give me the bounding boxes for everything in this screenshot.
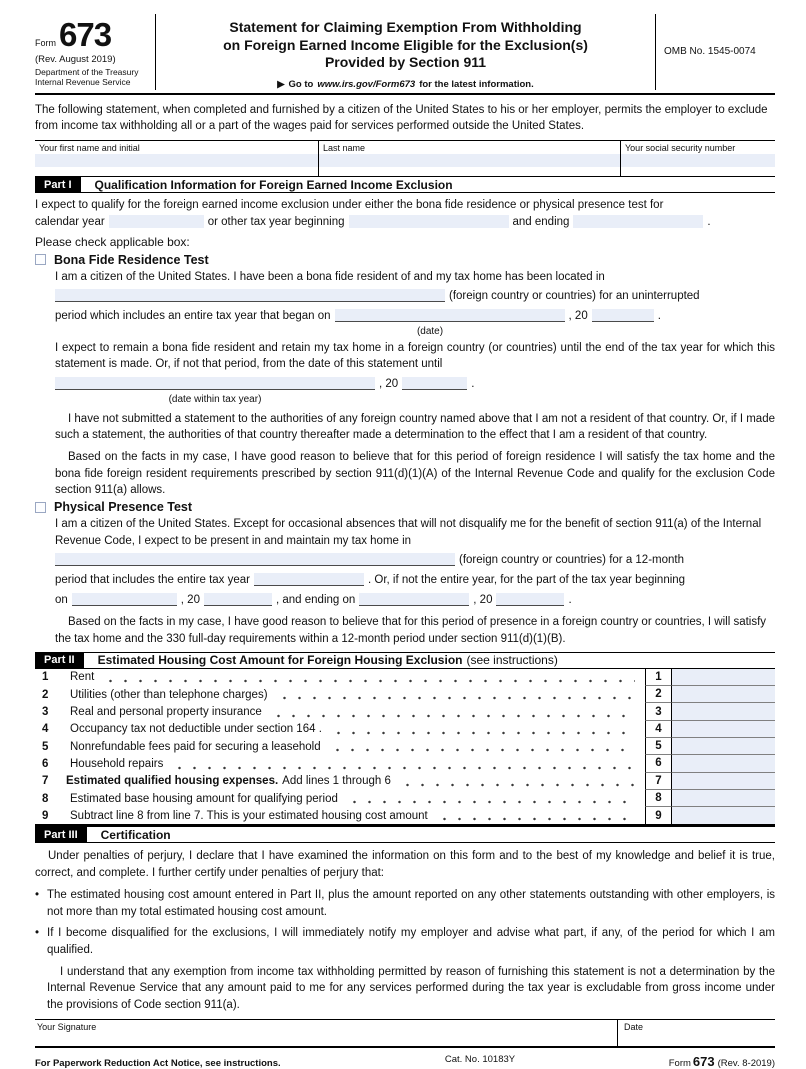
signature-row [35, 1019, 775, 1048]
housing-amount-field[interactable] [672, 703, 775, 720]
tax-year-ending-field[interactable] [573, 215, 703, 228]
physical-presence-section [55, 516, 775, 648]
irs-url-link[interactable]: www.irs.gov/Form673 [317, 78, 416, 90]
physical-taxyear-line: period that includes the entire tax year . Or, if not the entire year, for the part of the tax year beginning [55, 574, 686, 587]
part1-qualify-text: I expect to qualify for the foreign earned income exclusion under either the bona fide residence or physical presence test for calendar year or other tax year beginning and ending . [35, 199, 711, 229]
bona-until-line: , 20 . [55, 376, 775, 393]
bullet-icon: • [35, 927, 40, 940]
form-number: 673 [59, 16, 112, 53]
form-header [35, 14, 775, 95]
line-number-box: 7 [645, 773, 672, 790]
signature-field[interactable] [35, 1020, 617, 1046]
row-number: 7 [42, 775, 49, 788]
date-within-caption: (date within tax year) [168, 393, 262, 405]
bona-fide-title: Bona Fide Residence Test [54, 252, 209, 267]
dept-irs: Internal Revenue Service [35, 77, 131, 88]
part3-bar [35, 826, 775, 843]
part2-title: Estimated Housing Cost Amount for Foreign Housing Exclusion (see instructions) [97, 653, 558, 668]
ssn-label: Your social security number [625, 143, 736, 154]
bona-began-date-field[interactable] [335, 309, 565, 322]
physical-presence-title: Physical Presence Test [54, 500, 193, 515]
first-name-field[interactable] [35, 154, 318, 167]
dot-leader [347, 790, 635, 807]
bona-began-line: period which includes an entire tax year that began on , 20 . [55, 310, 661, 323]
row-label: Estimated base housing amount for qualifying period [70, 792, 338, 805]
paperwork-notice: For Paperwork Reduction Act Notice, see instructions. [35, 1057, 281, 1069]
housing-amount-field[interactable] [672, 790, 775, 807]
omb-box [655, 14, 775, 90]
line-number-box: 3 [645, 703, 672, 720]
row-number: 1 [42, 671, 49, 684]
housing-cost-row [35, 669, 775, 686]
physical-dates-line: on , 20 , and ending on , 20 . [55, 593, 572, 606]
certification-p1: Under penalties of perjury, I declare that I have examined the information on this form and to the best of my knowledge and belief it is true, correct, and complete. I further certify under penalties of perjury that: [35, 850, 775, 880]
housing-cost-row [35, 686, 775, 703]
physical-begin-year-field[interactable] [204, 593, 272, 606]
bona-country-field[interactable] [55, 289, 445, 302]
dot-leader [331, 721, 635, 738]
last-name-label: Last name [323, 143, 366, 154]
form-revision: (Rev. August 2019) [35, 53, 116, 65]
physical-country-line: (foreign country or countries) for a 12-month [55, 552, 775, 569]
dot-leader [330, 738, 635, 755]
physical-presence-checkbox[interactable] [35, 502, 46, 513]
line-number-box: 6 [645, 755, 672, 772]
housing-cost-row [35, 807, 775, 824]
housing-amount-field[interactable] [672, 738, 775, 755]
housing-cost-row [35, 773, 775, 790]
physical-presence-test-heading [35, 500, 775, 514]
line-number-box: 8 [645, 790, 672, 807]
row-number: 8 [42, 792, 49, 805]
line-number-box: 4 [645, 721, 672, 738]
housing-amount-field[interactable] [672, 721, 775, 738]
dot-leader [271, 703, 635, 720]
physical-end-date-field[interactable] [359, 593, 469, 606]
physical-p1: I am a citizen of the United States. Except for occasional absences that will not disqualify me for the benefit of section 911(a) of the Internal Revenue Code, I expect to be present in and maintain my tax home in [55, 518, 762, 547]
part3-title: Certification [100, 827, 171, 842]
certification-bullet-2: • If I become disqualified for the exclusions, I will immediately notify my employer and advise what part, if any, of the period for which I am qualified. [35, 925, 775, 958]
intro-text: The following statement, when completed and furnished by a citizen of the United States to his or her employer, permits the employer to exclude from income tax withholding all or a part of the wages paid for services performed outside the United States. [35, 103, 768, 132]
physical-begin-date-field[interactable] [72, 593, 177, 606]
form-number-block [35, 14, 156, 90]
dot-leader [172, 755, 635, 772]
housing-amount-field[interactable] [672, 669, 775, 686]
dept-treasury: Department of the Treasury [35, 66, 139, 77]
bona-p2: I expect to remain a bona fide resident and retain my tax home in a foreign country (or countries) until the end of the tax year for which this statement is made. Or, if not that period, from the date of this statement until [55, 341, 775, 371]
part2-label: Part II [35, 653, 84, 668]
form-title: Statement for Claiming Exemption From Withholding on Foreign Earned Income Eligible for the Exclusion(s) Provided by Section 911 [223, 19, 588, 70]
last-name-field[interactable] [319, 154, 620, 167]
first-name-label: Your first name and initial [39, 143, 140, 154]
certification-bullet-1: • The estimated housing cost amount entered in Part II, plus the amount reported on any other statements outstanding with other employers, is not more than my total estimated housing cost amount. [35, 887, 775, 920]
bona-p4: Based on the facts in my case, I have good reason to believe that for this period of foreign residence I will satisfy the tax home and the bona fide foreign resident requirements prescribed by section 911(d)(1)(A) of the Internal Revenue Code and qualify for the exclusion Code section 911(a) allows. [55, 451, 775, 497]
row-number: 4 [42, 723, 49, 736]
physical-end-year-field[interactable] [496, 593, 564, 606]
housing-cost-row [35, 721, 775, 738]
bona-fide-checkbox[interactable] [35, 254, 46, 265]
row-label: Rent [70, 671, 95, 684]
row-label: Estimated qualified housing expenses. Add lines 1 through 6 [66, 775, 391, 788]
line-number-box: 2 [645, 686, 672, 703]
date-label: Date [624, 1021, 644, 1032]
part2-bar [35, 652, 775, 669]
bullet-icon: • [35, 888, 40, 901]
signature-label: Your Signature [37, 1021, 97, 1032]
housing-cost-row [35, 790, 775, 807]
date-field[interactable] [617, 1020, 775, 1046]
dot-leader [400, 773, 635, 790]
housing-amount-field[interactable] [672, 807, 775, 824]
housing-amount-field[interactable] [672, 686, 775, 703]
bona-p3: I have not submitted a statement to the authorities of any foreign country named above that I am not a resident of that country. Or, if I made such a statement, the authorities of that country thereafter made a determination to the effect that I am a resident of that country. [55, 412, 775, 442]
goto-line: ▶ Go to www.irs.gov/Form673 for the latest information. [277, 78, 534, 90]
housing-cost-row [35, 703, 775, 720]
calendar-year-field[interactable] [109, 215, 204, 228]
row-number: 5 [42, 740, 49, 753]
physical-taxyear-field[interactable] [254, 573, 364, 586]
dot-leader [103, 669, 635, 686]
row-label: Occupancy tax not deductible under section 164 . [70, 723, 322, 736]
row-number: 3 [42, 706, 49, 719]
housing-cost-row [35, 755, 775, 772]
bona-country-line: (foreign country or countries) for an uninterrupted [55, 288, 775, 305]
first-name-cell [35, 141, 318, 176]
certification-p2: I understand that any exemption from income tax withholding permitted by reason of furnishing this statement is not a determination by the Internal Revenue Service that any amount paid to me for any services performed during the tax year is excludable from gross income under the provisions of Code section 911(a). [47, 965, 775, 1011]
check-box-instruction: Please check applicable box: [35, 234, 190, 249]
part1-title: Qualification Information for Foreign Earned Income Exclusion [94, 177, 453, 192]
housing-cost-table [35, 669, 775, 827]
physical-country-field[interactable] [55, 553, 455, 566]
dot-leader [437, 807, 635, 824]
bona-until-date-field[interactable] [55, 377, 375, 390]
line-number-box: 5 [645, 738, 672, 755]
omb-number: OMB No. 1545-0074 [664, 46, 756, 58]
dot-leader [277, 686, 635, 703]
row-label: Nonrefundable fees paid for securing a leasehold [70, 740, 321, 753]
row-label: Real and personal property insurance [70, 706, 262, 719]
ssn-field[interactable] [621, 154, 775, 167]
housing-amount-field[interactable] [672, 773, 775, 790]
date-caption: (date) [416, 325, 444, 337]
row-label: Subtract line 8 from line 7. This is your estimated housing cost amount [70, 809, 428, 822]
bona-p1: I am a citizen of the United States. I have been a bona fide resident of and my tax home has been located in [55, 270, 605, 283]
row-label: Household repairs [70, 757, 164, 770]
form-word: Form [35, 38, 56, 48]
line-number-box: 1 [645, 669, 672, 686]
part1-bar [35, 176, 775, 193]
name-row [35, 140, 775, 176]
bona-fide-test-heading [35, 253, 775, 267]
part3-label: Part III [35, 827, 87, 842]
bona-until-year-field[interactable] [402, 377, 467, 390]
row-number: 2 [42, 688, 49, 701]
physical-p2: Based on the facts in my case, I have good reason to believe that for this period of presence in a foreign country or countries, I will satisfy the tax home and the 330 full-day requirements within a 12-month period under section 911(d)(1)(B). [55, 616, 767, 646]
part1-label: Part I [35, 177, 81, 192]
tax-year-beginning-field[interactable] [349, 215, 509, 228]
row-number: 6 [42, 757, 49, 770]
last-name-cell [318, 141, 620, 176]
form-footer [35, 1054, 775, 1069]
form-title-block [156, 14, 655, 90]
catalog-number: Cat. No. 10183Y [444, 1053, 516, 1065]
bona-fide-section [55, 269, 775, 499]
footer-form-id: Form 673 (Rev. 8-2019) [668, 1053, 775, 1069]
row-label: Utilities (other than telephone charges) [70, 688, 268, 701]
arrow-icon: ▶ [277, 78, 285, 90]
ssn-cell [620, 141, 775, 176]
housing-amount-field[interactable] [672, 755, 775, 772]
bona-began-year-field[interactable] [592, 309, 654, 322]
row-number: 9 [42, 809, 49, 822]
housing-cost-row [35, 738, 775, 755]
line-number-box: 9 [645, 807, 672, 824]
